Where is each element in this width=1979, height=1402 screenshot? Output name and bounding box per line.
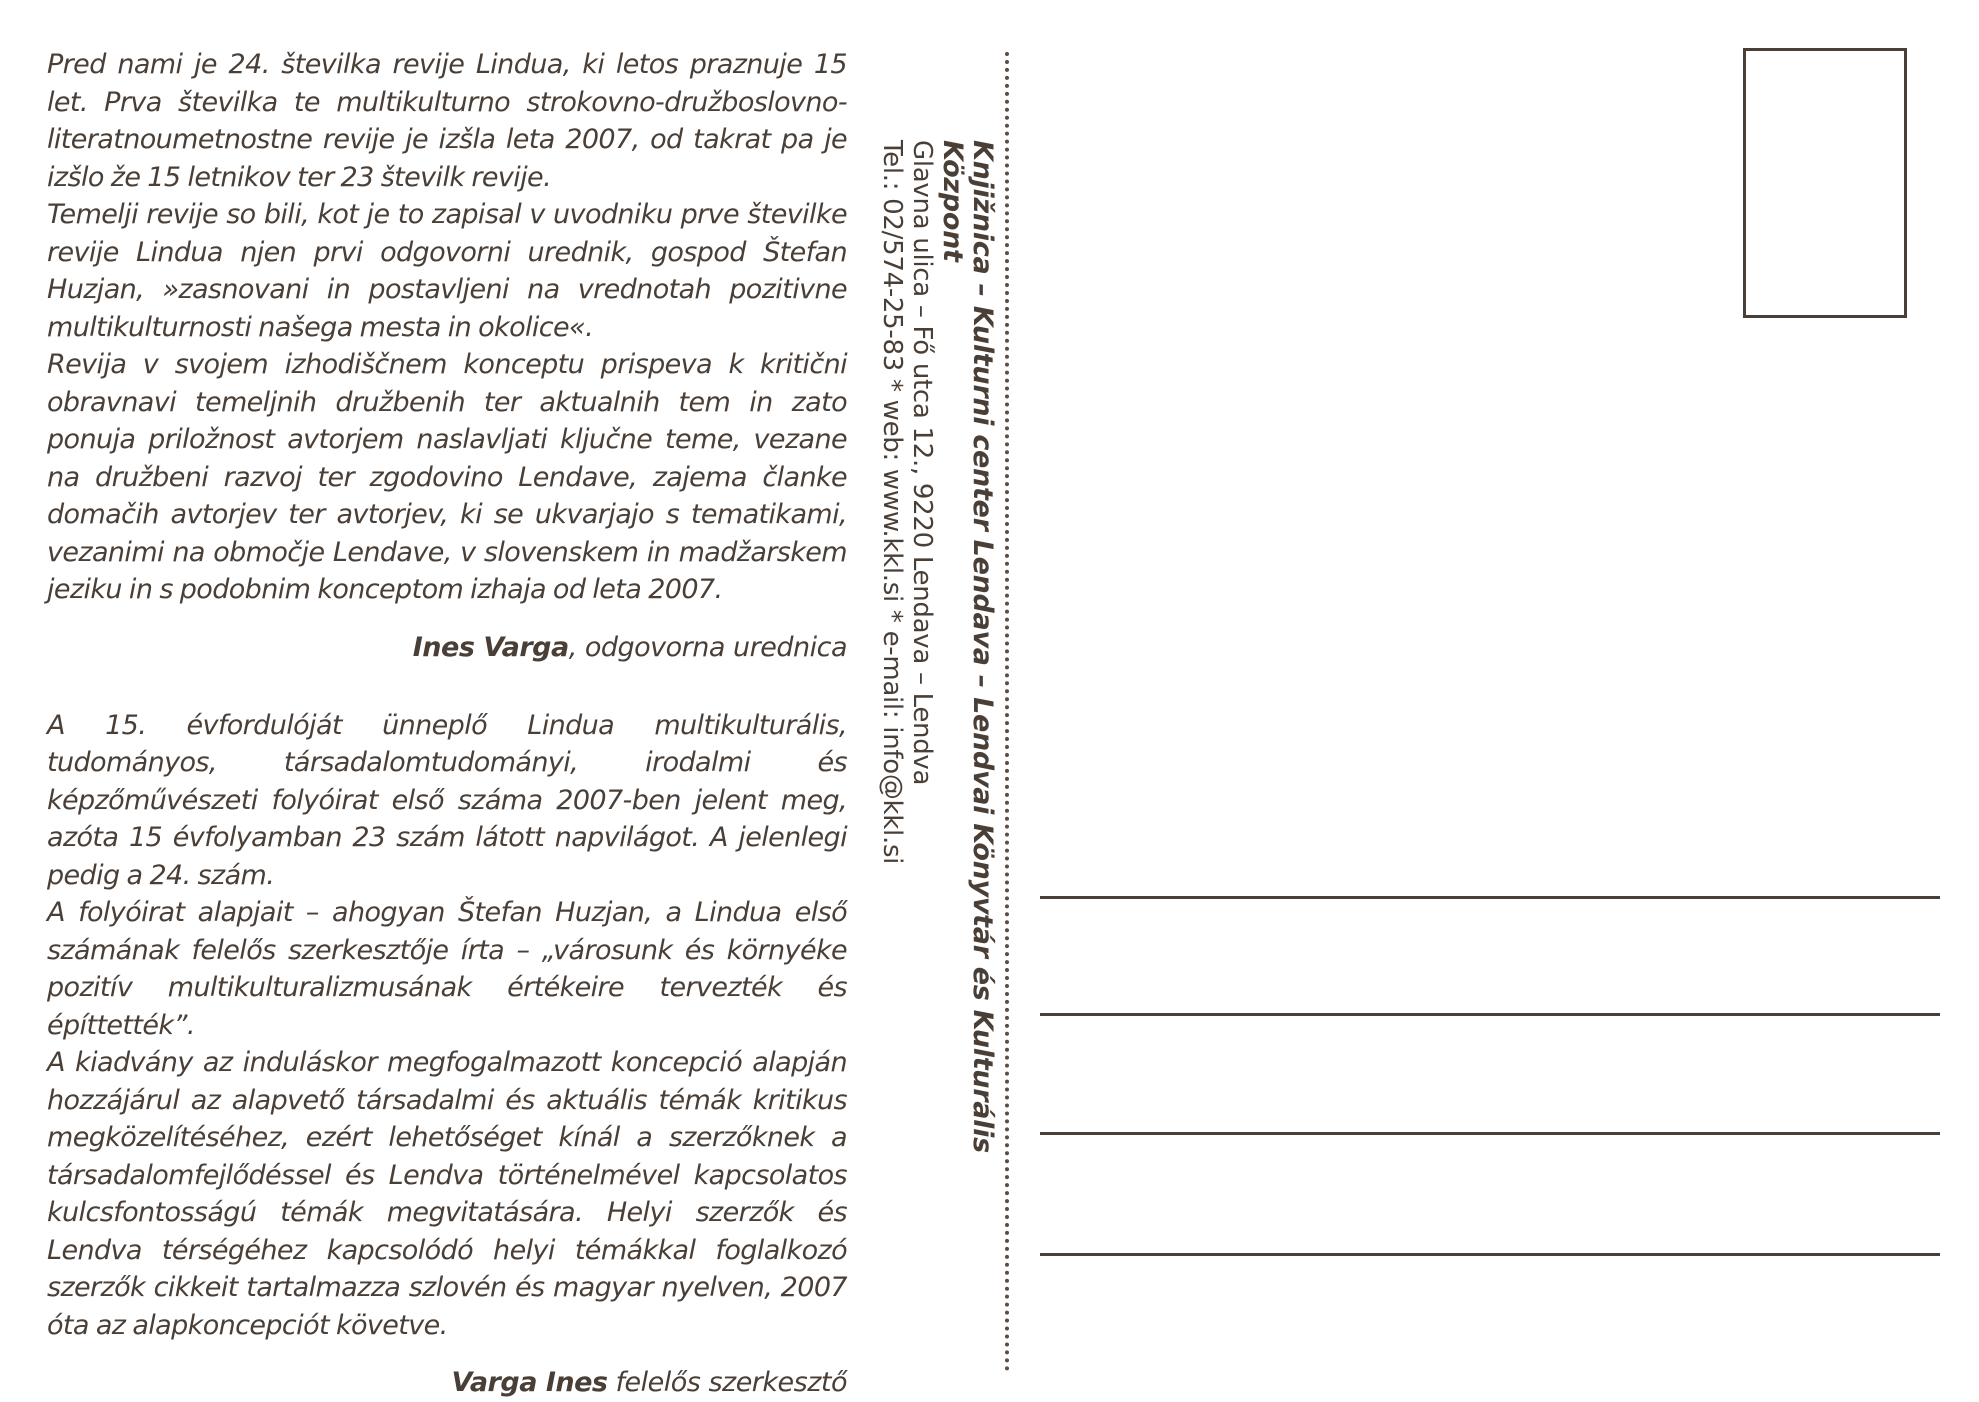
hungarian-paragraph-1: A 15. évfordulóját ünneplő Lindua multikulturális, tudományos, társadalomtudományi, irodalmi és képzőművészeti folyóirat első száma 2007-ben jelent meg, azóta 15 évfolyamban 23 szám látott napvilágot. A jelenlegi pedig a 24. szám. bbox=[47, 707, 847, 895]
hungarian-signature-name: Varga Ines bbox=[452, 1367, 608, 1398]
slovene-signature-name: Ines Varga bbox=[413, 632, 569, 663]
address-line-4 bbox=[1040, 1253, 1940, 1256]
slovene-signature bbox=[47, 629, 847, 667]
dotted-divider bbox=[1005, 52, 1009, 1372]
slovene-paragraph-2: Temelji revije so bili, kot je to zapisal v uvodniku prve številke revije Lindua njen prvi odgovorni urednik, gospod Štefan Huzjan, »zasnovani in postavljeni na vrednotah pozitivne multikulturnosti našega mesta in okolice«. bbox=[47, 196, 847, 346]
hungarian-paragraph-2: A folyóirat alapjait – ahogyan Štefan Huzjan, a Lindua első számának felelős szerkesztője írta – „városunk és környéke pozitív multikulturalizmusának értékeire tervezték és építtették”. bbox=[47, 894, 847, 1044]
address-line-1 bbox=[1040, 896, 1940, 899]
slovene-paragraph-3: Revija v svojem izhodiščnem konceptu prispeva k kritični obravnavi temeljnih družbenih ter aktualnih tem in zato ponuja priložnost avtorjem naslavljati ključne teme, vezane na družbeni razvoj ter zgodovino Lendave, zajema članke domačih avtorjev ter avtorjev, ki se ukvarjajo s tematikami, vezanimi na območje Lendave, v slovenskem in madžarskem jeziku in s podobnim konceptom izhaja od leta 2007. bbox=[47, 346, 847, 609]
slovene-signature-role: , odgovorna urednica bbox=[569, 632, 847, 663]
slovene-paragraph-1: Pred nami je 24. številka revije Lindua, ki letos praznuje 15 let. Prva številka te multikulturno strokovno-družboslovno-literatnoumetnostne revije je izšla leta 2007, od takrat pa je izšlo že 15 letnikov ter 23 številk revije. bbox=[47, 46, 847, 196]
hungarian-signature-role: felelős szerkesztő bbox=[607, 1367, 847, 1398]
hungarian-block bbox=[47, 707, 847, 1402]
slovene-block bbox=[47, 46, 847, 667]
hungarian-signature bbox=[47, 1364, 847, 1402]
address-line-2 bbox=[1040, 1013, 1940, 1016]
sender-title: Knjižnica – Kulturni center Lendava – Lendvai Könyvtár és Kulturális Központ bbox=[937, 140, 997, 1200]
sender-contact: Tel.: 02/574-25-83 * web: www.kkl.si * e-mail: info@kkl.si bbox=[877, 140, 907, 1200]
address-line-3 bbox=[1040, 1132, 1940, 1135]
sender-info bbox=[905, 140, 997, 1200]
hungarian-paragraph-3: A kiadvány az induláskor megfogalmazott koncepció alapján hozzájárul az alapvető társadalmi és aktuális témák kritikus megközelítéséhez, ezért lehetőséget kínál a szerzőknek a társadalomfejlődéssel és Lendva történelmével kapcsolatos kulcsfontosságú témák megvitatására. Helyi szerzők és Lendva térségéhez kapcsolódó helyi témákkal foglalkozó szerzők cikkeit tartalmazza szlovén és magyar nyelven, 2007 óta az alapkoncepciót követve. bbox=[47, 1044, 847, 1344]
sender-address: Glavna ulica – Fő utca 12., 9220 Lendava – Lendva bbox=[907, 140, 937, 1200]
message-column bbox=[47, 46, 847, 1402]
stamp-box bbox=[1743, 48, 1907, 318]
